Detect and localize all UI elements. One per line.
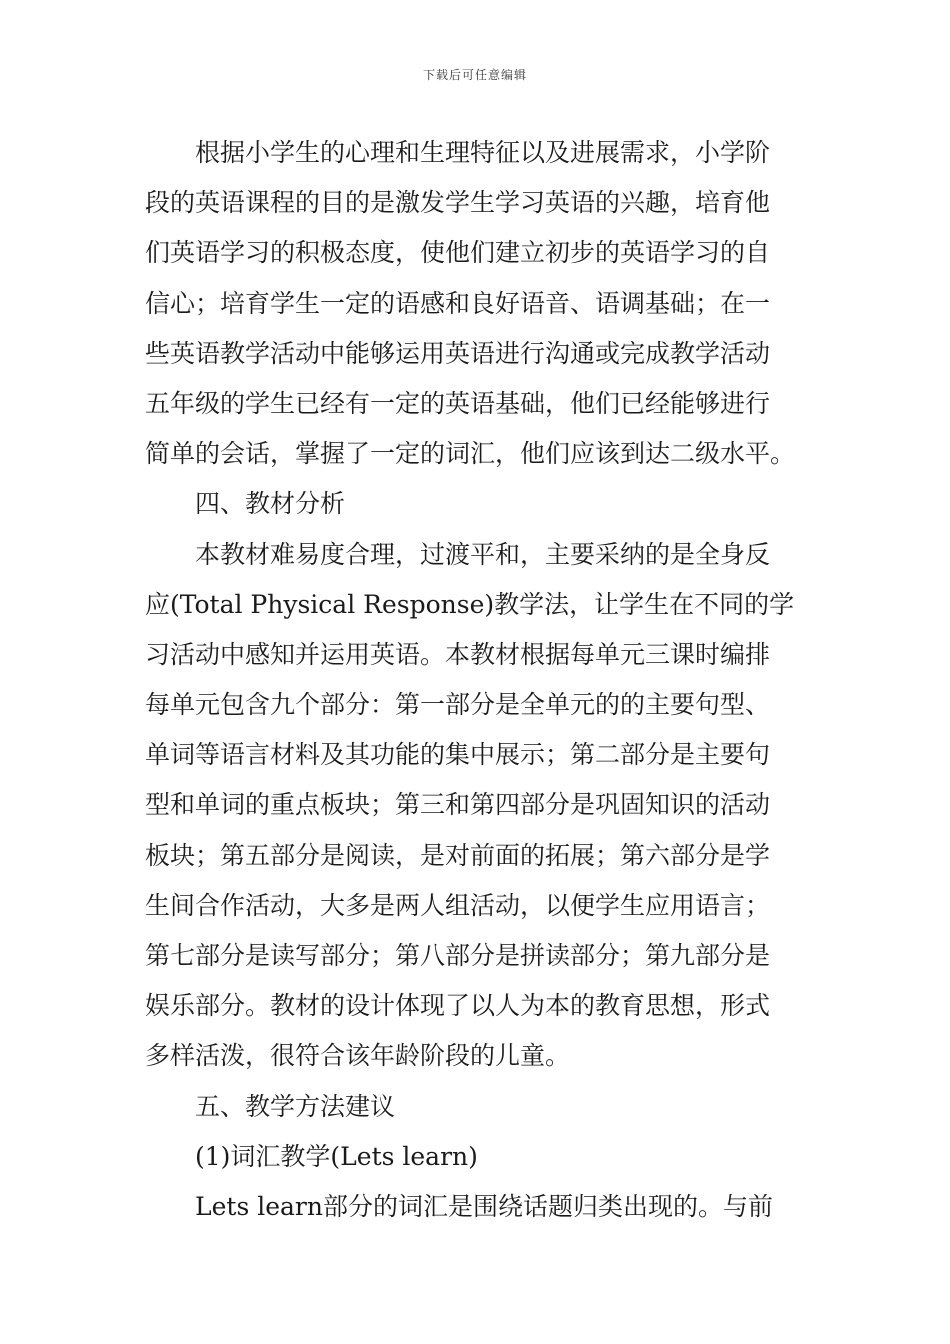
text-line: 五年级的学生已经有一定的英语基础，他们已经能够进行 — [145, 388, 771, 418]
text-line: 每单元包含九个部分：第一部分是全单元的的主要句型、 — [145, 690, 771, 720]
text-line: 们英语学习的积极态度，使他们建立初步的英语学习的自 — [145, 238, 771, 268]
document-body — [145, 128, 813, 1232]
text-line: 段的英语课程的目的是激发学生学习英语的兴趣，培育他 — [145, 188, 771, 218]
text-line: 简单的会话，掌握了一定的词汇，他们应该到达二级水平。 — [145, 439, 796, 469]
text-line: 单词等语言材料及其功能的集中展示；第二部分是主要句 — [145, 740, 771, 770]
text-line: 信心；培育学生一定的语感和良好语音、语调基础；在一 — [145, 288, 771, 318]
text-line: 生间合作活动，大多是两人组活动，以便学生应用语言； — [145, 890, 771, 920]
text-line: 根据小学生的心理和生理特征以及进展需求，小学阶 — [195, 138, 771, 167]
section-heading: 五、教学方法建议 — [195, 1091, 396, 1121]
text-line: 应(Total Physical Response)教学法，让学生在不同的学 — [145, 589, 795, 619]
text-line: Lets learn部分的词汇是围绕话题归类出现的。与前 — [195, 1191, 773, 1221]
text-line: 第七部分是读写部分；第八部分是拼读部分；第九部分是 — [145, 941, 771, 970]
text-line: 型和单词的重点板块；第三和第四部分是巩固知识的活动 — [145, 790, 771, 820]
text-line: 多样活泼，很符合该年龄阶段的儿童。 — [145, 1041, 571, 1071]
text-line: 习活动中感知并运用英语。本教材根据每单元三课时编排 — [145, 639, 771, 669]
section-heading: 四、教材分析 — [195, 489, 346, 519]
text-line: 本教材难易度合理，过渡平和，主要采纳的是全身反 — [195, 539, 771, 569]
text-line: 板块；第五部分是阅读，是对前面的拓展；第六部分是学 — [145, 840, 771, 870]
text-line: 娱乐部分。教材的设计体现了以人为本的教育思想，形式 — [145, 991, 771, 1021]
page-header: 下载后可任意编辑 — [422, 68, 527, 82]
text-line: 些英语教学活动中能够运用英语进行沟通或完成教学活动 — [145, 338, 771, 368]
subsection-heading: (1)词汇教学(Lets learn) — [195, 1141, 478, 1171]
